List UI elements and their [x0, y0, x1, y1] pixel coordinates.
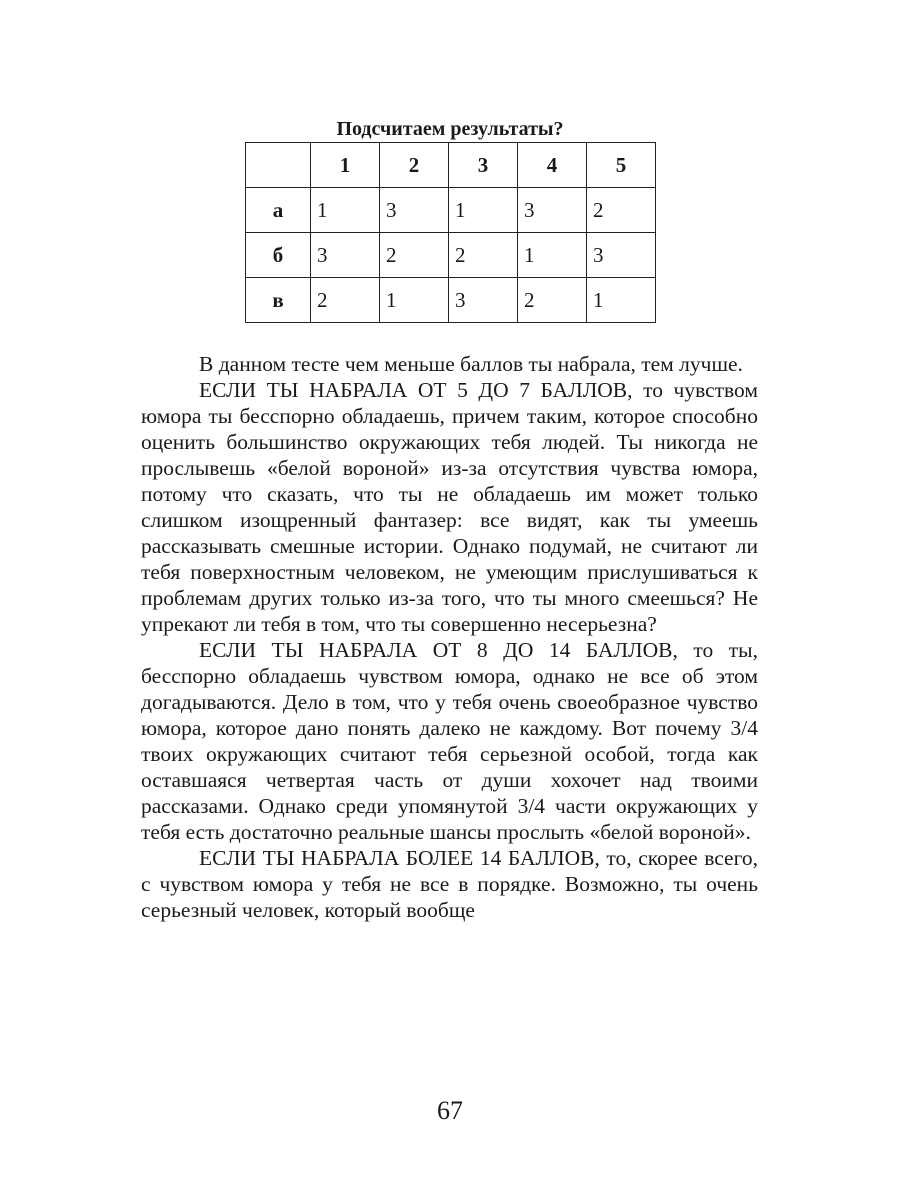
- table-cell: 2: [587, 188, 656, 233]
- body-text: [141, 351, 758, 923]
- row-label: в: [246, 278, 311, 323]
- table-row: [246, 278, 656, 323]
- page-number: 67: [437, 1096, 463, 1125]
- row-label: б: [246, 233, 311, 278]
- table-row: [246, 233, 656, 278]
- table-cell: 3: [380, 188, 449, 233]
- table-header-cell: 2: [380, 143, 449, 188]
- row-label: а: [246, 188, 311, 233]
- table-cell: 1: [380, 278, 449, 323]
- paragraph-5-7-points: ЕСЛИ ТЫ НАБРАЛА ОТ 5 ДО 7 БАЛЛОВ, то чувством юмора ты бесспорно обладаешь, причем таким, которое способно оценить большинство окружающих тебя людей. Ты никогда не прослывешь «белой вороной» из-за отсутствия чувства юмора, потому что сказать, что ты не обладаешь им может только слишком изощренный фантазер: все видят, как ты умеешь рассказывать смешные истории. Однако подумай, не считают ли тебя поверхностным человеком, не умеющим прислушиваться к проблемам других только из-за того, что ты много смеешься? Не упрекают ли тебя в том, что ты совершенно несерьезна?: [141, 378, 758, 636]
- table-cell: 3: [311, 233, 380, 278]
- table-row: [246, 188, 656, 233]
- table-cell: 2: [380, 233, 449, 278]
- paragraph-intro: В данном тесте чем меньше баллов ты набрала, тем лучше.: [199, 352, 743, 376]
- table-cell: 3: [587, 233, 656, 278]
- score-table: [245, 142, 656, 323]
- table-header-cell: 5: [587, 143, 656, 188]
- table-cell: 3: [518, 188, 587, 233]
- table-cell: 1: [311, 188, 380, 233]
- table-cell: 1: [449, 188, 518, 233]
- table-cell: 1: [518, 233, 587, 278]
- table-cell: 2: [518, 278, 587, 323]
- table-cell: 2: [449, 233, 518, 278]
- table-header-row: [246, 143, 656, 188]
- table-header-cell: 4: [518, 143, 587, 188]
- table-cell: 2: [311, 278, 380, 323]
- section-title: Подсчитаем результаты?: [336, 118, 564, 140]
- table-header-cell: 3: [449, 143, 518, 188]
- paragraph-over-14-points: ЕСЛИ ТЫ НАБРАЛА БОЛЕЕ 14 БАЛЛОВ, то, скорее всего, с чувством юмора у тебя не все в порядке. Возможно, ты очень серьезный человек, который вообще: [141, 846, 758, 922]
- table-header-cell: [246, 143, 311, 188]
- table-cell: 3: [449, 278, 518, 323]
- table-header-cell: 1: [311, 143, 380, 188]
- table-cell: 1: [587, 278, 656, 323]
- paragraph-8-14-points: ЕСЛИ ТЫ НАБРАЛА ОТ 8 ДО 14 БАЛЛОВ, то ты, бесспорно обладаешь чувством юмора, однако не все об этом догадываются. Дело в том, что у тебя очень своеобразное чувство юмора, которое дано понять далеко не каждому. Вот почему 3/4 твоих окружающих считают тебя серьезной особой, тогда как оставшаяся четвертая часть от души хохочет над твоими рассказами. Однако среди упомянутой 3/4 части окружающих у тебя есть достаточно реальные шансы прослыть «белой вороной».: [141, 638, 758, 844]
